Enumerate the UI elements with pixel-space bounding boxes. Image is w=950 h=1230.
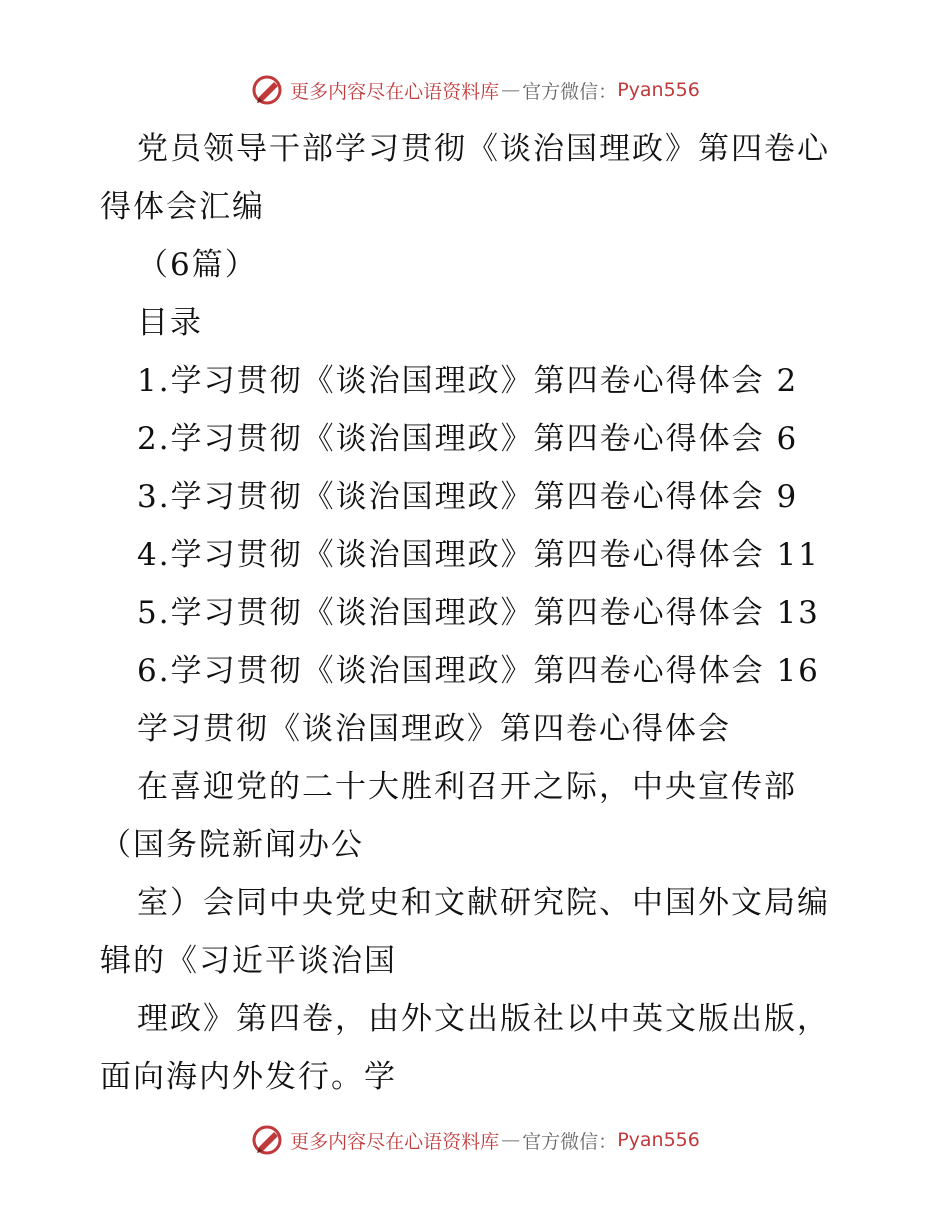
toc-item-page: 11 (776, 537, 820, 573)
body-line: 在喜迎党的二十大胜利召开之际，中央宣传部 (137, 769, 797, 805)
footer-banner (0, 1120, 950, 1160)
toc-item-page: 9 (776, 479, 799, 515)
pen-logo-icon (250, 1123, 286, 1157)
toc-item-page: 13 (776, 595, 820, 631)
toc-item-page: 2 (776, 363, 799, 399)
toc-item-number: 2. (137, 421, 171, 457)
banner-site-text: 更多内容尽在心语资料库 (290, 1130, 500, 1153)
toc-item[interactable] (100, 358, 860, 416)
section-title: 学习贯彻《谈治国理政》第四卷心得体会 (137, 711, 731, 747)
toc-item-title: 学习贯彻《谈治国理政》第四卷心得体会 (170, 363, 765, 399)
banner-site-text: 更多内容尽在心语资料库 (290, 80, 500, 103)
document-title-line-2: 得体会汇编 (100, 189, 265, 225)
toc-item-title: 学习贯彻《谈治国理政》第四卷心得体会 (170, 421, 765, 457)
body-line: 室）会同中央党史和文献研究院、中国外文局编 (137, 885, 830, 921)
body-line: （国务院新闻办公 (100, 827, 364, 863)
toc-item-number: 5. (137, 595, 171, 631)
toc-item-title: 学习贯彻《谈治国理政》第四卷心得体会 (170, 537, 765, 573)
toc-item[interactable] (100, 474, 860, 532)
body-line: 面向海内外发行。学 (100, 1059, 397, 1095)
banner-separator: — (501, 79, 521, 101)
document-count-note: （6篇） (137, 247, 258, 283)
toc-item[interactable] (100, 590, 860, 648)
toc-item-title: 学习贯彻《谈治国理政》第四卷心得体会 (170, 595, 765, 631)
banner-wechat-id: Pyan556 (617, 1129, 700, 1151)
toc-item-page: 16 (776, 653, 820, 689)
banner-wechat-label: 官方微信： (522, 1130, 618, 1153)
toc-item-number: 6. (137, 653, 171, 689)
pen-logo-icon (250, 73, 286, 107)
toc-item[interactable] (100, 532, 860, 590)
toc-item-number: 3. (137, 479, 171, 515)
toc-item-page: 6 (776, 421, 799, 457)
body-line: 辑的《习近平谈治国 (100, 943, 397, 979)
body-line: 理政》第四卷，由外文出版社以中英文版出版， (137, 1001, 830, 1037)
document-body (100, 126, 860, 1112)
toc-item[interactable] (100, 648, 860, 706)
toc-item-title: 学习贯彻《谈治国理政》第四卷心得体会 (170, 653, 765, 689)
banner-wechat-id: Pyan556 (617, 79, 700, 101)
header-banner (0, 70, 950, 110)
toc-item-title: 学习贯彻《谈治国理政》第四卷心得体会 (170, 479, 765, 515)
toc-item-number: 1. (137, 363, 171, 399)
toc-heading: 目录 (137, 305, 203, 341)
banner-wechat-label: 官方微信： (522, 80, 618, 103)
document-title-line-1: 党员领导干部学习贯彻《谈治国理政》第四卷心 (137, 131, 830, 167)
toc-item-number: 4. (137, 537, 171, 573)
banner-separator: — (501, 1129, 521, 1151)
toc-item[interactable] (100, 416, 860, 474)
